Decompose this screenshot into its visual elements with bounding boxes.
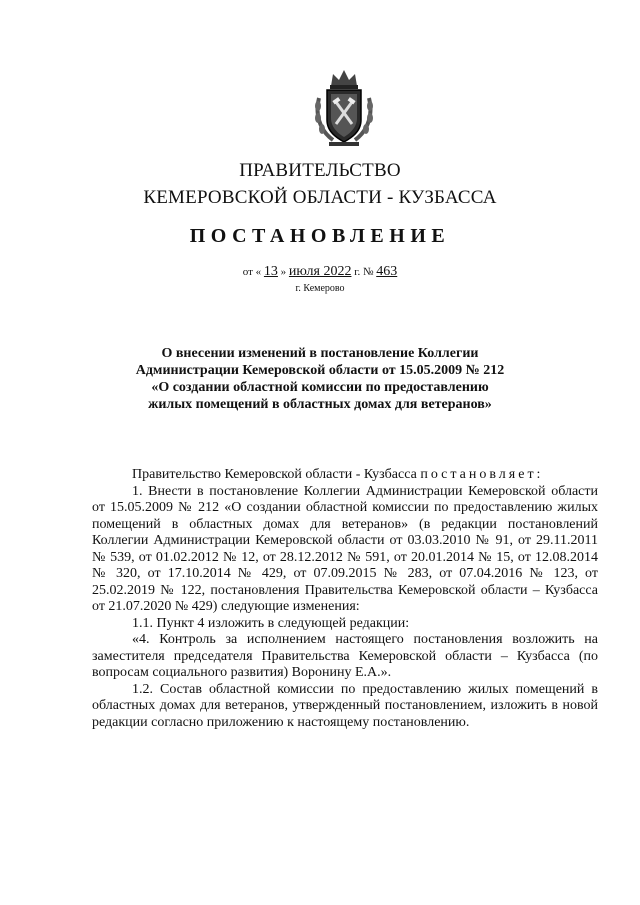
paragraph-1-2: 1.2. Состав областной комиссии по предоставлению жилых помещений в областных домах для ветеранов, утвержденный постановлением, изложить в новой редакции согласно приложению к настоящему постановлению. (92, 681, 598, 730)
date-prefix: от « (242, 266, 262, 278)
document-body (92, 467, 598, 731)
document-place: г. Кемерово (295, 283, 345, 294)
preamble-decree-word: постановляет: (420, 467, 544, 482)
document-number: 463 (376, 264, 398, 279)
coat-of-arms-emblem (311, 68, 377, 148)
government-name-line1: ПРАВИТЕЛЬСТВО (239, 160, 401, 181)
paragraph-1-1-quote: «4. Контроль за исполнением настоящего постановления возложить на заместителя председателя Правительства Кемеровской области – Кузбасса (по вопросам социального развития) Воронину Е.А.». (92, 632, 598, 680)
preamble-text: Правительство Кемеровской области - Кузбасса (132, 467, 417, 482)
paragraph-1-1: 1.1. Пункт 4 изложить в следующей редакции: (132, 615, 410, 631)
year-suffix: г. № (354, 266, 374, 278)
government-name-line2: КЕМЕРОВСКОЙ ОБЛАСТИ - КУЗБАССА (143, 187, 497, 208)
date-day: 13 (263, 264, 278, 279)
preamble-paragraph (92, 467, 598, 484)
paragraph-1: 1. Внести в постановление Коллегии Администрации Кемеровской области от 15.05.2009 № 212 «О создании областной комиссии по предоставлению жилых помещений в областных домах для ветеранов» (в редакции постановлений Коллегии Администрации Кемеровской области от 03.03.2010 № 91, от 29.11.2011 № 539, от 01.02.2012 № 12, от 28.12.2012 № 591, от 20.01.2014 № 15, от 12.08.2014 № 320, от 17.10.2014 № 429, от 07.09.2015 № 283, от 07.04.2016 № 123, от 25.02.2019 № 122, постановления Правительства Кемеровской области – Кузбасса от 21.07.2020 № 429) следующие изменения: (92, 483, 598, 614)
document-date-number (0, 264, 640, 280)
document-title: О внесении изменений в постановление Коллегии Администрации Кемеровской области от 15.05.2009 № 212 «О создании областной комиссии по предоставлению жилых помещений в областных домах для ветеранов» (135, 346, 505, 412)
date-month-year: июля 2022 (288, 264, 352, 279)
document-type-heading: ПОСТАНОВЛЕНИЕ (189, 225, 451, 247)
date-mid: » (280, 266, 287, 278)
